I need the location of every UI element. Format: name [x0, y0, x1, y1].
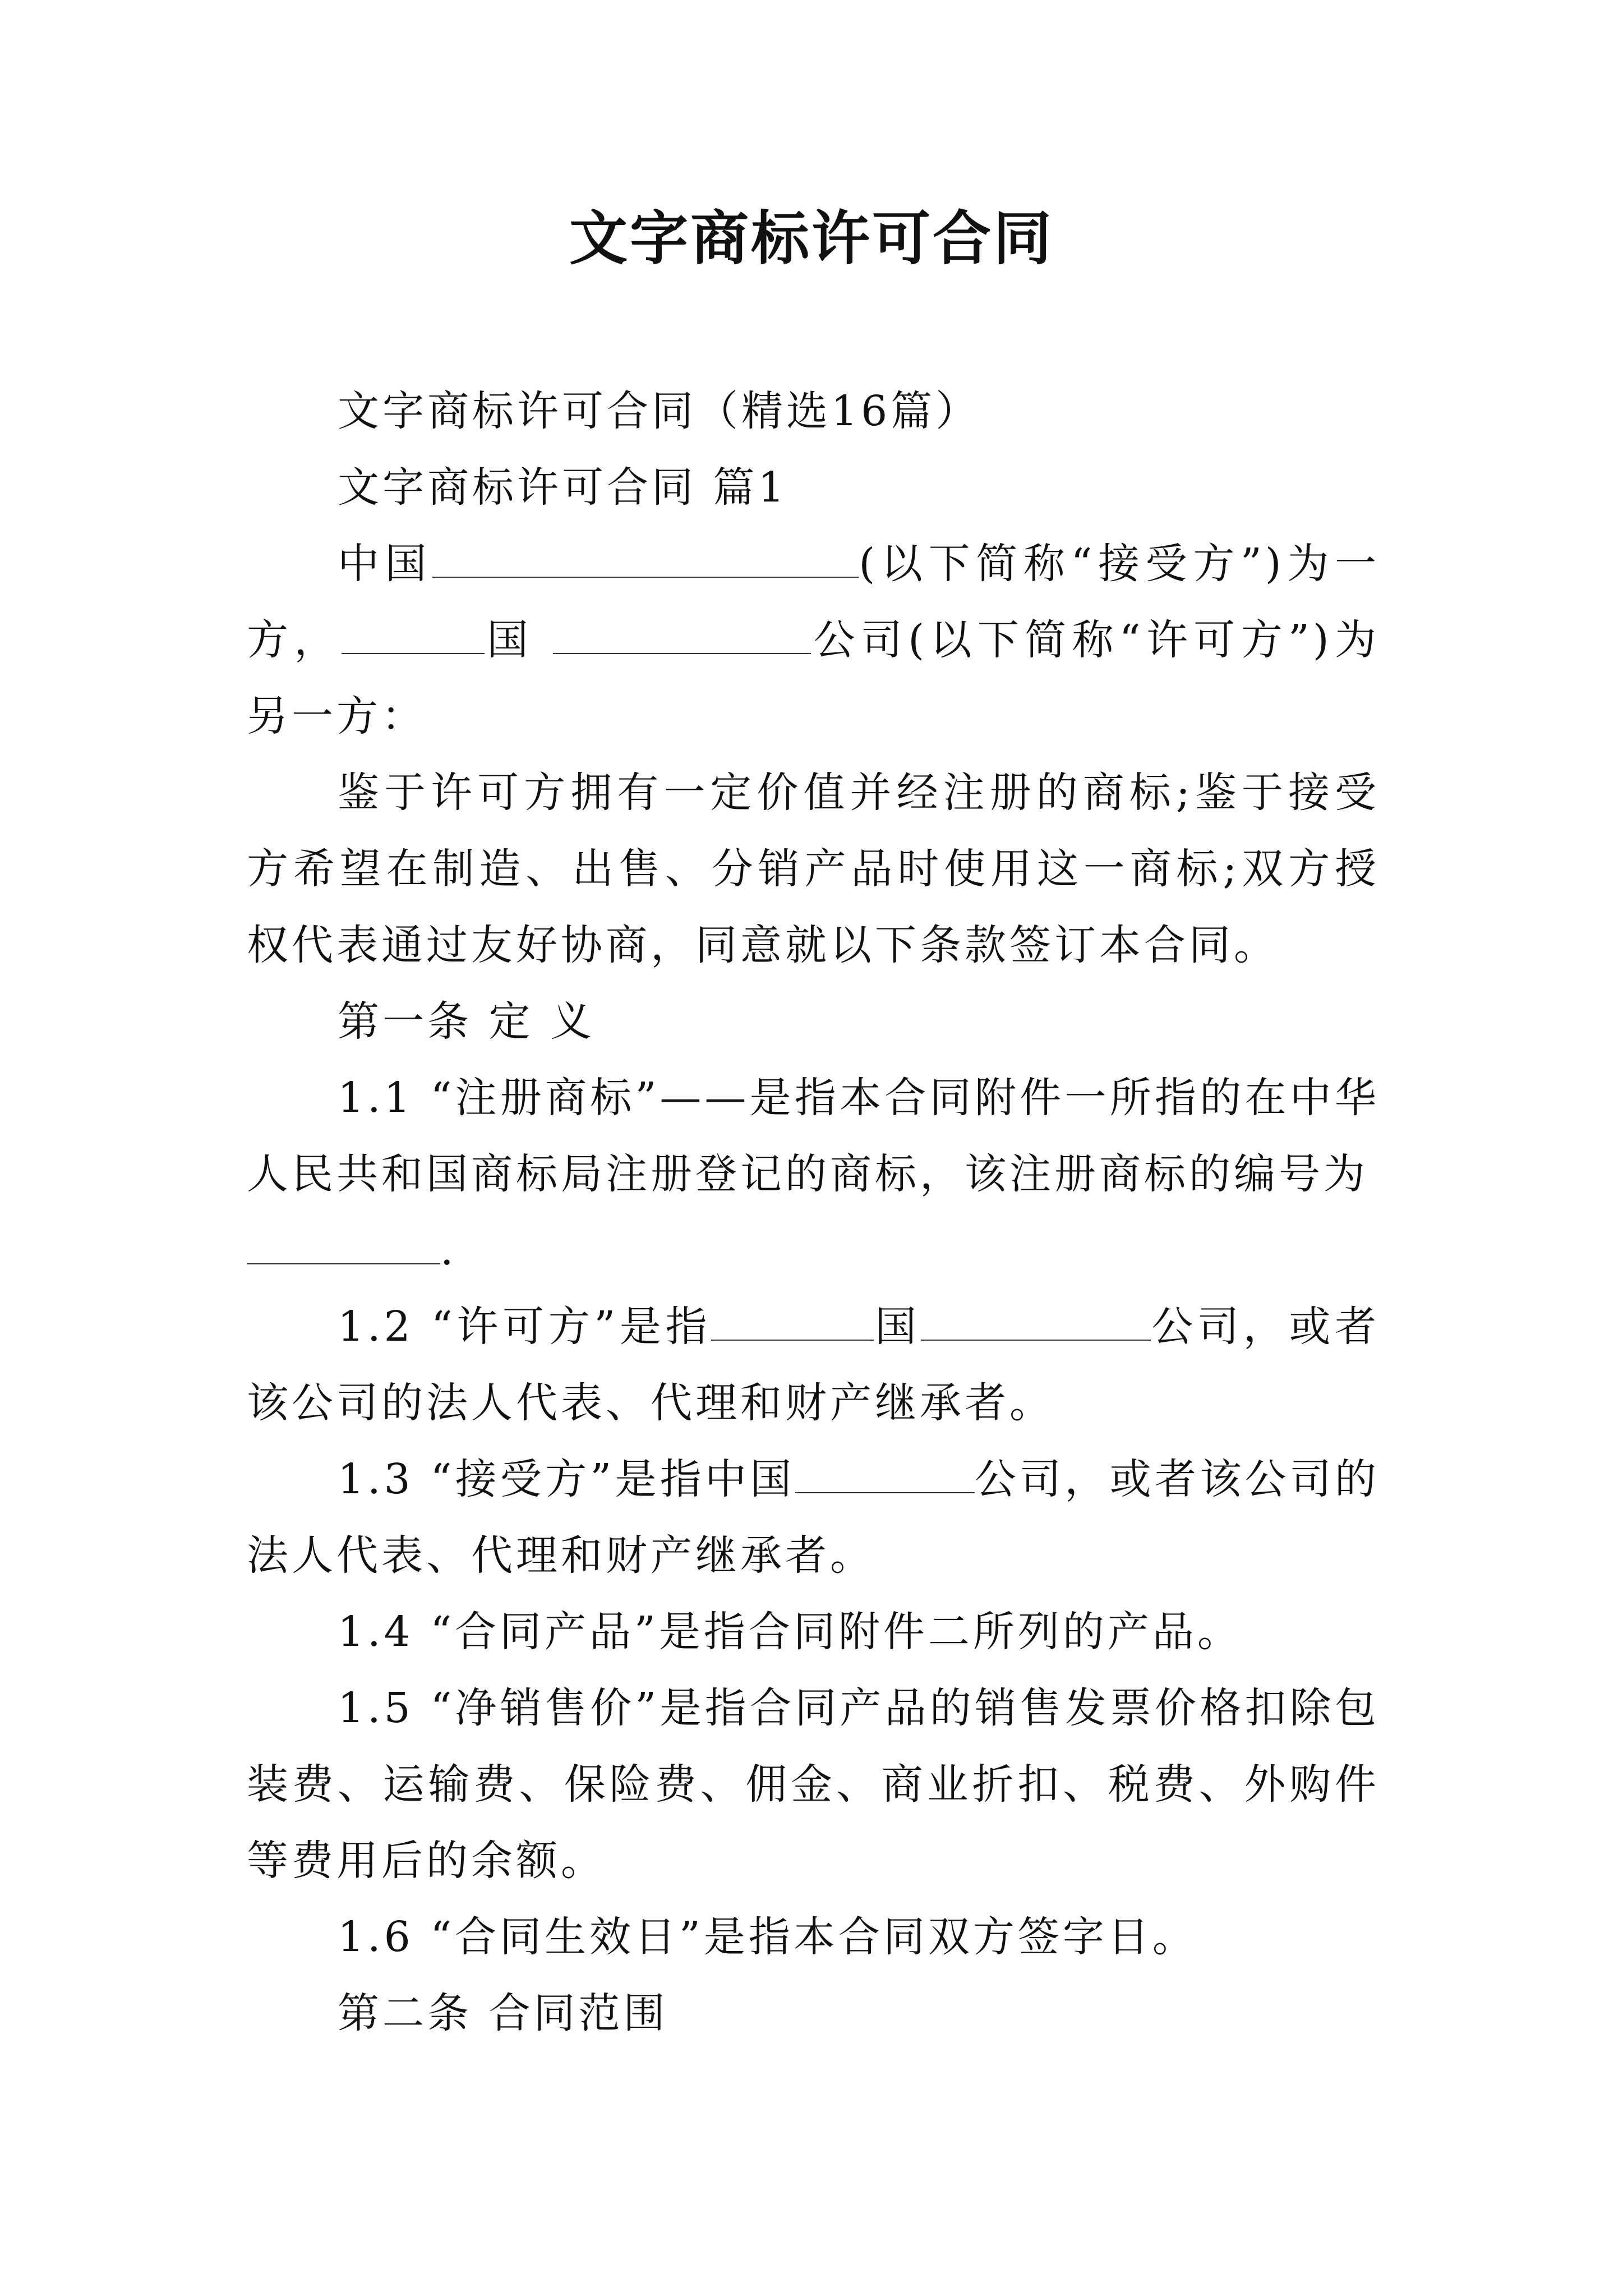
definition-1-6: 1.6 “合同生效日”是指本合同双方签字日。	[338, 1913, 1197, 1961]
text-segment: 公司，或者该公司的法人代表、代理和财产继承者。	[247, 1455, 1380, 1580]
blank-line	[553, 619, 811, 654]
text-segment: 公司，或者该公司的法人代表、代理和财产继承者。	[247, 1303, 1380, 1427]
article-heading: 第二条 合同范围	[338, 1989, 668, 2037]
definition-1-1-blank-line	[247, 1212, 1380, 1289]
definition-1-5: 1.5 “净销售价”是指合同产品的销售发票价格扣除包装费、运输费、保险费、佣金、商业折扣、税费、外购件等费用后的余额。	[247, 1684, 1380, 1885]
text-segment: (以下简称“接受方”)为一方，	[247, 540, 1380, 664]
text-segment: 国	[874, 1303, 921, 1351]
subtitle-line: 文字商标许可合同（精选16篇）	[338, 387, 981, 435]
article-heading: 第一条 定 义	[338, 997, 596, 1046]
text-segment: 国	[484, 616, 554, 664]
definition-1-2	[247, 1289, 1380, 1441]
section-heading: 文字商标许可合同 篇1	[338, 463, 788, 512]
blank-line	[711, 1306, 874, 1341]
document-body	[247, 373, 1380, 2051]
definition-1-1	[247, 1060, 1380, 1212]
definition-1-3	[247, 1441, 1380, 1594]
parties-paragraph	[247, 526, 1380, 754]
blank-line	[342, 619, 485, 654]
text-segment: 1.1 “注册商标”——是指本合同附件一所指的在中华人民共和国商标局注册登记的商标，该注册商标的编号为	[247, 1074, 1380, 1198]
text-segment: 1.3 “接受方”是指中国	[338, 1455, 795, 1503]
blank-line	[921, 1306, 1151, 1341]
text-segment: 1.2 “许可方”是指	[338, 1303, 712, 1351]
text-segment: .	[440, 1226, 457, 1274]
document-title: 文字商标许可合同	[569, 204, 1054, 273]
recital-paragraph: 鉴于许可方拥有一定价值并经注册的商标;鉴于接受方希望在制造、出售、分销产品时使用这一商标;双方授权代表通过友好协商，同意就以下条款签订本合同。	[247, 769, 1380, 969]
definition-1-4: 1.4 “合同产品”是指合同附件二所列的产品。	[338, 1608, 1242, 1656]
blank-line	[795, 1458, 975, 1493]
blank-line	[432, 543, 859, 578]
blank-line	[247, 1230, 440, 1264]
text-segment: 公司(以下简称“许可方”)为另一方：	[247, 616, 1380, 740]
text-segment: 中国	[338, 540, 433, 588]
